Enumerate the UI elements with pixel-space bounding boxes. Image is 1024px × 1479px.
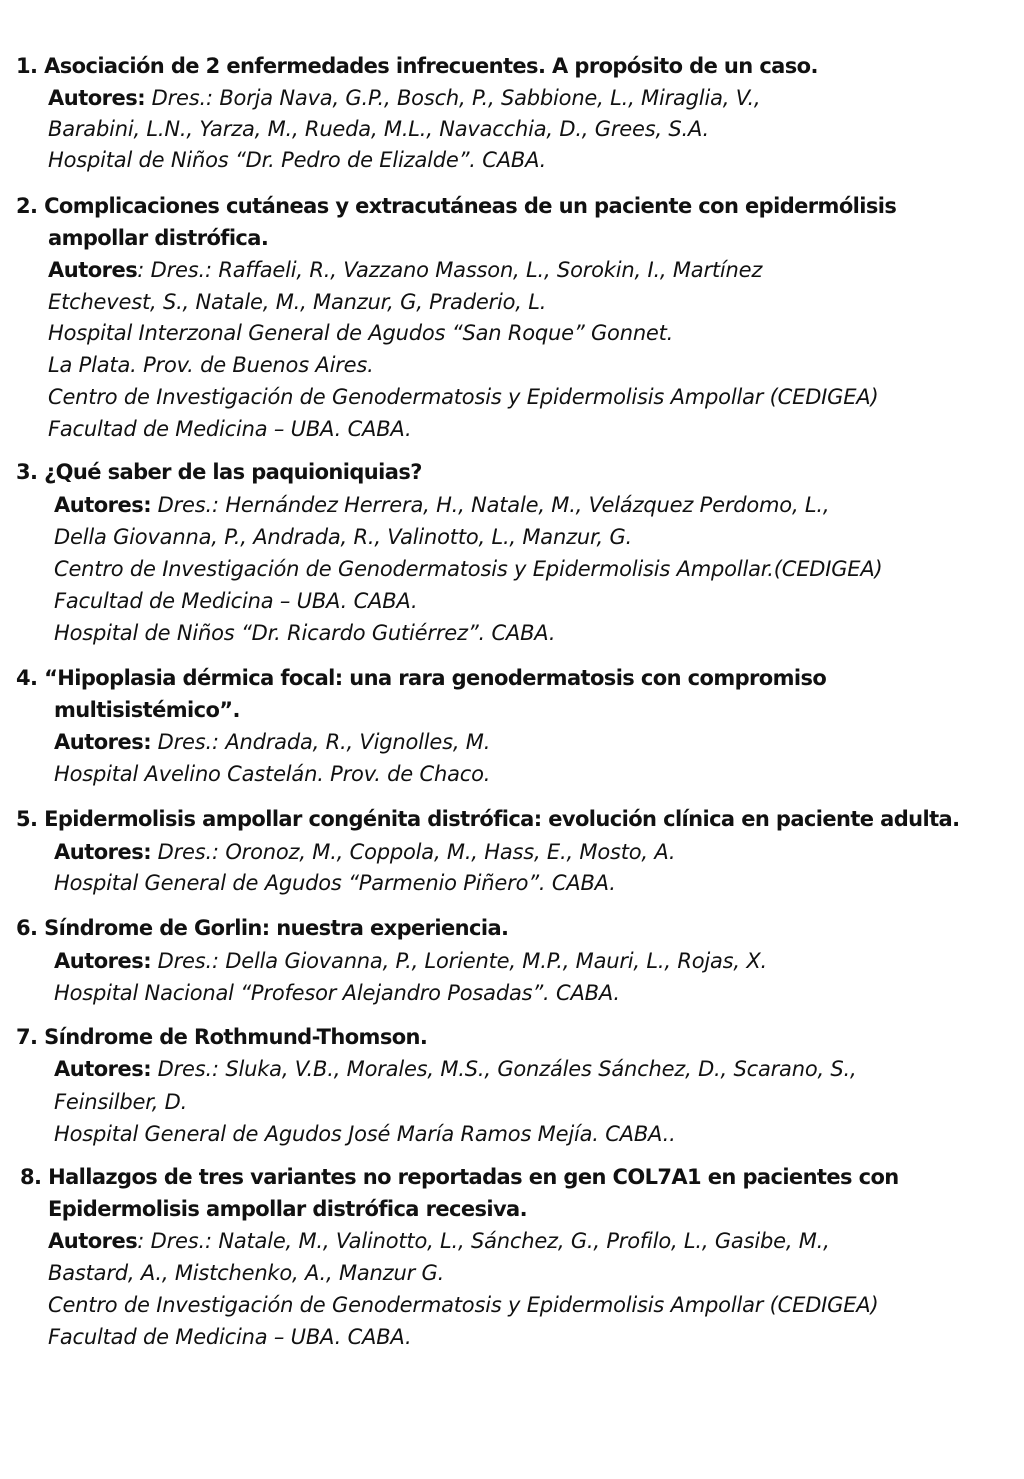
entry-authors: Autores: Dres.: Sluka, V.B., Morales, M.S., Gonzáles Sánchez, D., Scarano, S., <box>54 1057 857 1081</box>
entry-title: 4. “Hipoplasia dérmica focal: una rara genodermatosis con compromiso <box>16 666 827 690</box>
entry-institution: Hospital General de Agudos José María Ramos Mejía. CABA.. <box>54 1122 676 1146</box>
entry-title: 1. Asociación de 2 enfermedades infrecuentes. A propósito de un caso. <box>16 54 818 78</box>
authors-label: Autores: <box>54 949 152 973</box>
entry-title-cont: Epidermolisis ampollar distrófica recesiva. <box>48 1197 528 1221</box>
entry-authors-cont: Etchevest, S., Natale, M., Manzur, G, Praderio, L. <box>48 290 547 314</box>
entry-authors: Autores: Dres.: Oronoz, M., Coppola, M., Hass, E., Mosto, A. <box>54 840 676 864</box>
entry-title: 2. Complicaciones cutáneas y extracutáneas de un paciente con epidermólisis <box>16 194 897 218</box>
authors-label: Autores <box>48 1229 138 1253</box>
authors-label: Autores: <box>54 493 152 517</box>
entry-title-cont: multisistémico”. <box>54 698 240 722</box>
entry-institution: Facultad de Medicina – UBA. CABA. <box>48 1325 412 1349</box>
entry-authors-cont: Bastard, A., Mistchenko, A., Manzur G. <box>48 1261 445 1285</box>
entry-institution: Hospital Nacional “Profesor Alejandro Posadas”. CABA. <box>54 981 620 1005</box>
authors-label: Autores: <box>54 840 152 864</box>
entry-authors: Autores: Dres.: Hernández Herrera, H., Natale, M., Velázquez Perdomo, L., <box>54 493 830 517</box>
entry-authors-cont: Della Giovanna, P., Andrada, R., Valinotto, L., Manzur, G. <box>54 525 633 549</box>
entry-title: 8. Hallazgos de tres variantes no reportadas en gen COL7A1 en pacientes con <box>20 1165 899 1189</box>
entry-institution: Centro de Investigación de Genodermatosis y Epidermolisis Ampollar (CEDIGEA) <box>48 385 879 409</box>
entry-authors: Autores: Dres.: Raffaeli, R., Vazzano Masson, L., Sorokin, I., Martínez <box>48 258 763 282</box>
authors-label: Autores: <box>54 1057 152 1081</box>
entry-title: 5. Epidermolisis ampollar congénita distrófica: evolución clínica en paciente adulta. <box>16 807 960 831</box>
entry-authors: Autores: Dres.: Della Giovanna, P., Loriente, M.P., Mauri, L., Rojas, X. <box>54 949 768 973</box>
authors-label: Autores: <box>54 730 152 754</box>
entry-institution: Hospital de Niños “Dr. Ricardo Gutiérrez”. CABA. <box>54 621 556 645</box>
entry-institution: Hospital Interzonal General de Agudos “San Roque” Gonnet. <box>48 321 674 345</box>
entry-title: 3. ¿Qué saber de las paquioniquias? <box>16 460 422 484</box>
entry-institution: Facultad de Medicina – UBA. CABA. <box>48 417 412 441</box>
entry-institution: Centro de Investigación de Genodermatosis y Epidermolisis Ampollar (CEDIGEA) <box>48 1293 879 1317</box>
entry-institution: La Plata. Prov. de Buenos Aires. <box>48 353 374 377</box>
entry-institution: Hospital General de Agudos “Parmenio Piñero”. CABA. <box>54 871 616 895</box>
entry-authors-cont: Barabini, L.N., Yarza, M., Rueda, M.L., Navacchia, D., Grees, S.A. <box>48 117 710 141</box>
entry-institution: Facultad de Medicina – UBA. CABA. <box>54 589 418 613</box>
entry-institution: Hospital Avelino Castelán. Prov. de Chaco. <box>54 762 491 786</box>
entry-authors-cont: Feinsilber, D. <box>54 1090 188 1114</box>
authors-label: Autores <box>48 258 138 282</box>
authors-label: Autores: <box>48 86 146 110</box>
entry-institution: Centro de Investigación de Genodermatosis y Epidermolisis Ampollar.(CEDIGEA) <box>54 557 883 581</box>
entry-title-cont: ampollar distrófica. <box>48 226 269 250</box>
entry-authors: Autores: Dres.: Borja Nava, G.P., Bosch, P., Sabbione, L., Miraglia, V., <box>48 86 761 110</box>
entry-title: 6. Síndrome de Gorlin: nuestra experiencia. <box>16 916 509 940</box>
entry-institution: Hospital de Niños “Dr. Pedro de Elizalde”. CABA. <box>48 148 547 172</box>
entry-authors: Autores: Dres.: Andrada, R., Vignolles, M. <box>54 730 491 754</box>
entry-authors: Autores: Dres.: Natale, M., Valinotto, L., Sánchez, G., Profilo, L., Gasibe, M., <box>48 1229 830 1253</box>
entry-title: 7. Síndrome de Rothmund-Thomson. <box>16 1025 428 1049</box>
